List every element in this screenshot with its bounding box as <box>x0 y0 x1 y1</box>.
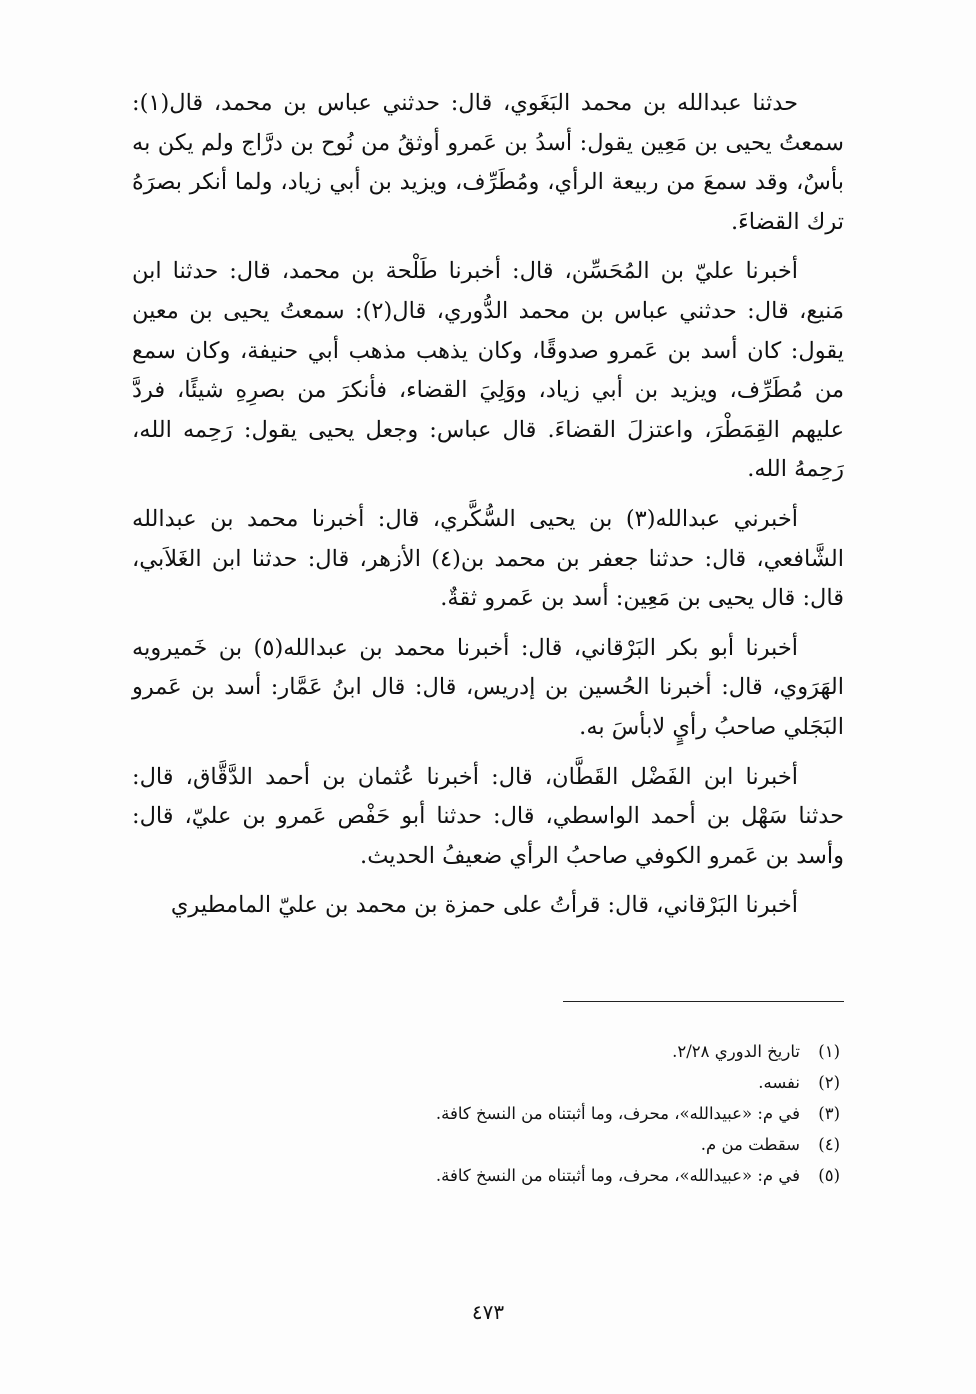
footnote-item <box>300 1036 840 1067</box>
footnote-item <box>300 1067 840 1098</box>
footnote-text: تاريخ الدوري ٢/٢٨. <box>672 1042 800 1061</box>
paragraph: أخبرنا ابن الفَضْل القَطَّان، قال: أخبرنا عُثمان بن أحمد الدَّقَّاق، قال: حدثنا سَهْل بن أحمد الواسطي، قال: حدثنا أبو حَفْص عَمرو بن عليّ، قال: وأسد بن عَمرو الكوفي صاحبُ الرأي ضعيفُ الحديث. <box>132 763 844 869</box>
footnote-item <box>300 1160 840 1191</box>
footnote-item <box>300 1098 840 1129</box>
paragraph: أخبرني عبدالله(٣) بن يحيى السُّكَّري، قال: أخبرنا محمد بن عبدالله الشَّافعي، قال: حدثنا جعفر بن محمد بن(٤) الأزهر، قال: حدثنا ابن الغَلاَبي، قال: قال يحيى بن مَعِين: أسد بن عَمرو ثقةٌ. <box>132 505 845 612</box>
paragraph: حدثنا عبدالله بن محمد البَغَوي، قال: حدثني عباس بن محمد، قال(١): سمعتُ يحيى بن مَعِين يقول: أسدُ بن عَمرو أوثقُ من نُوح بن درَّاج ولم يكن به بأسٌ، وقد سمعَ من ربيعة الرأي، ومُطَرِّف، ويزيد بن أبي زياد، ولما أنكر بصرَهُ ترك القضاءَ. <box>132 90 844 235</box>
footnote-number: (٣) <box>818 1104 840 1123</box>
footnote-separator <box>563 1001 844 1002</box>
footnote-number: (٤) <box>818 1135 840 1154</box>
footnote-text: في م: «عبيدالله»، محرف، وما أثبتناه من النسخ كافة. <box>435 1104 800 1123</box>
paragraph: أخبرنا عليّ بن المُحَسِّن، قال: أخبرنا طَلْحة بن محمد، قال: حدثنا ابن مَنيع، قال: حدثني عباس بن محمد الدُّوري، قال(٢): سمعتُ يحيى بن معين يقول: كان أسد بن عَمرو صدوقًا، وكان يذهب مذهب أبي حنيفة، وكان سمع من مُطَرِّف، ويزيد بن أبي زياد، ووَلِيَ القضاء، فأنكرَ من بصرِهِ شيئًا، فردَّ عليهم القِمَطْرَ، واعتزلَ القضاءَ. قال عباس: وجعل يحيى يقول: رَحِمه الله، رَحِمهُ الله. <box>132 258 844 483</box>
footnote-text: نفسه. <box>758 1073 800 1092</box>
footnote-number: (٢) <box>818 1073 840 1092</box>
footnotes <box>300 1036 840 1191</box>
paragraph: أخبرنا البَرْقاني، قال: قرأتُ على حمزة بن محمد بن عليّ المامطيري <box>170 892 798 919</box>
footnote-text: في م: «عبيدالله»، محرف، وما أثبتناه من النسخ كافة. <box>435 1166 800 1185</box>
footnote-item <box>300 1129 840 1160</box>
paragraph: أخبرنا أبو بكر البَرْقاني، قال: أخبرنا محمد بن عبدالله(٥) بن خَميرويه الهَرَوي، قال: أخبرنا الحُسين بن إدريس، قال: قال ابنُ عَمَّار: أسد بن عَمرو البَجَلي صاحبُ رأيٍ لابأسَ به. <box>132 634 844 740</box>
footnote-number: (٥) <box>818 1166 840 1185</box>
main-text <box>132 84 844 926</box>
footnote-number: (١) <box>818 1042 840 1061</box>
footnote-text: سقطت من م. <box>700 1135 800 1154</box>
page-number: ٤٧٣ <box>471 1300 505 1324</box>
